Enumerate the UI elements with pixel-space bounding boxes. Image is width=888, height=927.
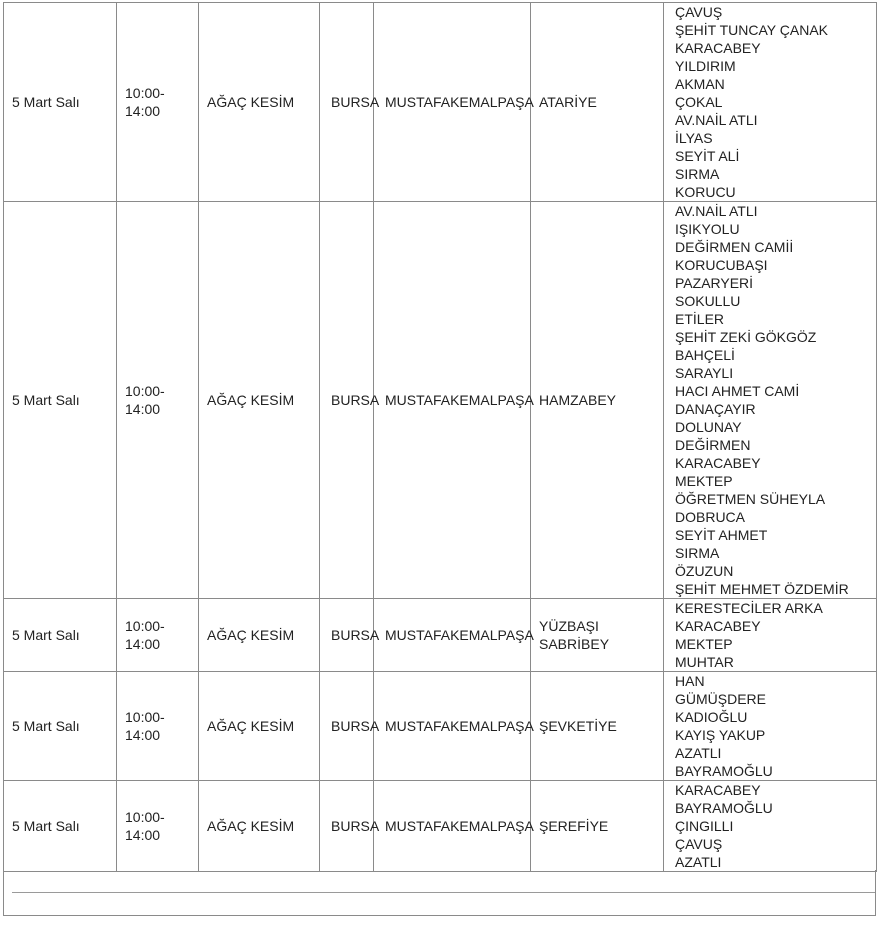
- district-cell-text: MUSTAFAKEMALPAŞA: [385, 718, 534, 734]
- city-cell-text: BURSA: [331, 392, 380, 408]
- street-name: ÖZUZUN: [675, 563, 734, 579]
- table-row: [4, 599, 877, 672]
- time-cell-text: 10:00- 14:00: [125, 709, 165, 743]
- street-name: SEYİT ALİ: [675, 148, 740, 164]
- street-name: AKMAN: [675, 76, 725, 92]
- street-name: SIRMA: [675, 166, 720, 182]
- street-name: DOLUNAY: [675, 419, 742, 435]
- outage-type-cell: [199, 202, 320, 599]
- time-cell: [117, 202, 199, 599]
- table-row: [4, 3, 877, 202]
- date-cell-text: 5 Mart Salı: [12, 94, 80, 110]
- district-cell: [374, 202, 534, 599]
- street-name: ÖĞRETMEN SÜHEYLA: [675, 491, 826, 507]
- date-cell: [4, 3, 117, 202]
- neighborhood-cell: [531, 202, 664, 599]
- district-cell: [374, 781, 534, 872]
- street-name: ÇAVUŞ: [675, 836, 723, 852]
- city-cell-text: BURSA: [331, 818, 380, 834]
- street-name: SEYİT AHMET: [675, 527, 768, 543]
- date-cell: [4, 599, 117, 672]
- time-cell: [117, 781, 199, 872]
- table-row: [4, 672, 877, 781]
- street-name: KADIOĞLU: [675, 709, 748, 725]
- street-name: DEĞİRMEN CAMİİ: [675, 239, 794, 255]
- street-name: İLYAS: [675, 130, 713, 146]
- district-cell: [374, 599, 534, 672]
- street-name: DANAÇAYIR: [675, 401, 756, 417]
- district-cell: [374, 3, 534, 202]
- outage-type-cell: [199, 672, 320, 781]
- street-name: DOBRUCA: [675, 509, 746, 525]
- city-cell: [320, 202, 380, 599]
- neighborhood-cell: [531, 3, 664, 202]
- street-name: KARACABEY: [675, 40, 761, 56]
- outage-type-cell-text: AĞAÇ KESİM: [207, 818, 295, 834]
- time-cell-text: 10:00- 14:00: [125, 809, 165, 843]
- neighborhood-cell-text: ŞEVKETİYE: [539, 718, 617, 734]
- street-name: HAN: [675, 673, 705, 689]
- city-cell: [320, 781, 380, 872]
- street-name: MUHTAR: [675, 654, 734, 670]
- city-cell: [320, 599, 380, 672]
- neighborhood-cell-text: ŞEREFİYE: [539, 818, 609, 834]
- street-name: ŞEHİT TUNCAY ÇANAK: [675, 22, 829, 38]
- street-name: ŞEHİT ZEKİ GÖKGÖZ: [675, 329, 817, 345]
- outage-type-cell-text: AĞAÇ KESİM: [207, 627, 295, 643]
- outage-type-cell: [199, 599, 320, 672]
- outage-table: [3, 2, 877, 872]
- street-name: MEKTEP: [675, 473, 733, 489]
- neighborhood-cell: [531, 672, 664, 781]
- date-cell-text: 5 Mart Salı: [12, 627, 80, 643]
- street-name: PAZARYERİ: [675, 275, 754, 291]
- street-name: BAYRAMOĞLU: [675, 763, 773, 779]
- street-name: KARACABEY: [675, 618, 761, 634]
- district-cell-text: MUSTAFAKEMALPAŞA: [385, 627, 534, 643]
- street-name: ÇAVUŞ: [675, 4, 723, 20]
- neighborhood-cell-text: YÜZBAŞI SABRİBEY: [539, 618, 610, 652]
- street-name: IŞIKYOLU: [675, 221, 740, 237]
- city-cell: [320, 3, 380, 202]
- time-cell: [117, 599, 199, 672]
- street-name: MEKTEP: [675, 636, 733, 652]
- street-name: AZATLI: [675, 745, 722, 761]
- street-name: ÇOKAL: [675, 94, 723, 110]
- street-name: KORUCU: [675, 184, 736, 200]
- time-cell-text: 10:00- 14:00: [125, 383, 165, 417]
- table-row: [4, 202, 877, 599]
- street-name: HACI AHMET CAMİ: [675, 383, 800, 399]
- street-name: ŞEHİT MEHMET ÖZDEMİR: [675, 581, 849, 597]
- outage-table-body: [4, 3, 877, 872]
- district-cell-text: MUSTAFAKEMALPAŞA: [385, 392, 534, 408]
- street-name: YILDIRIM: [675, 58, 736, 74]
- neighborhood-cell: [531, 781, 664, 872]
- street-name: AZATLI: [675, 854, 722, 870]
- street-name: SIRMA: [675, 545, 720, 561]
- city-cell-text: BURSA: [331, 718, 380, 734]
- city-cell-text: BURSA: [331, 94, 380, 110]
- table-row: [4, 781, 877, 872]
- street-name: SOKULLU: [675, 293, 741, 309]
- neighborhood-cell-text: ATARİYE: [539, 94, 597, 110]
- streets-cell: [664, 3, 877, 202]
- street-name: KARACABEY: [675, 455, 761, 471]
- date-cell: [4, 781, 117, 872]
- city-cell-text: BURSA: [331, 627, 380, 643]
- outage-type-cell: [199, 781, 320, 872]
- street-name: BAYRAMOĞLU: [675, 800, 773, 816]
- date-cell: [4, 672, 117, 781]
- date-cell-text: 5 Mart Salı: [12, 392, 80, 408]
- district-cell-text: MUSTAFAKEMALPAŞA: [385, 818, 534, 834]
- time-cell-text: 10:00- 14:00: [125, 618, 165, 652]
- street-name: KORUCUBAŞI: [675, 257, 768, 273]
- district-cell-text: MUSTAFAKEMALPAŞA: [385, 94, 534, 110]
- street-name: DEĞİRMEN: [675, 437, 751, 453]
- outage-type-cell: [199, 3, 320, 202]
- time-cell: [117, 3, 199, 202]
- streets-cell: [664, 781, 877, 872]
- outage-type-cell-text: AĞAÇ KESİM: [207, 94, 295, 110]
- streets-cell: [664, 599, 877, 672]
- neighborhood-cell-text: HAMZABEY: [539, 392, 617, 408]
- city-cell: [320, 672, 380, 781]
- time-cell: [117, 672, 199, 781]
- street-name: BAHÇELİ: [675, 347, 735, 363]
- neighborhood-cell: [531, 599, 664, 672]
- street-name: ÇINGILLI: [675, 818, 734, 834]
- streets-cell: [664, 202, 877, 599]
- street-name: GÜMÜŞDERE: [675, 691, 767, 707]
- street-name: KARACABEY: [675, 782, 761, 798]
- street-name: KAYIŞ YAKUP: [675, 727, 766, 743]
- date-cell-text: 5 Mart Salı: [12, 718, 80, 734]
- street-name: SARAYLI: [675, 365, 734, 381]
- street-name: KERESTECİLER ARKA: [675, 600, 823, 616]
- footer-divider: [12, 892, 875, 893]
- streets-cell: [664, 672, 877, 781]
- district-cell: [374, 672, 534, 781]
- street-name: AV.NAİL ATLI: [675, 112, 758, 128]
- date-cell-text: 5 Mart Salı: [12, 818, 80, 834]
- outage-type-cell-text: AĞAÇ KESİM: [207, 718, 295, 734]
- outage-type-cell-text: AĞAÇ KESİM: [207, 392, 295, 408]
- time-cell-text: 10:00- 14:00: [125, 85, 165, 119]
- date-cell: [4, 202, 117, 599]
- street-name: AV.NAİL ATLI: [675, 203, 758, 219]
- table-footer: [3, 870, 876, 916]
- street-name: ETİLER: [675, 311, 725, 327]
